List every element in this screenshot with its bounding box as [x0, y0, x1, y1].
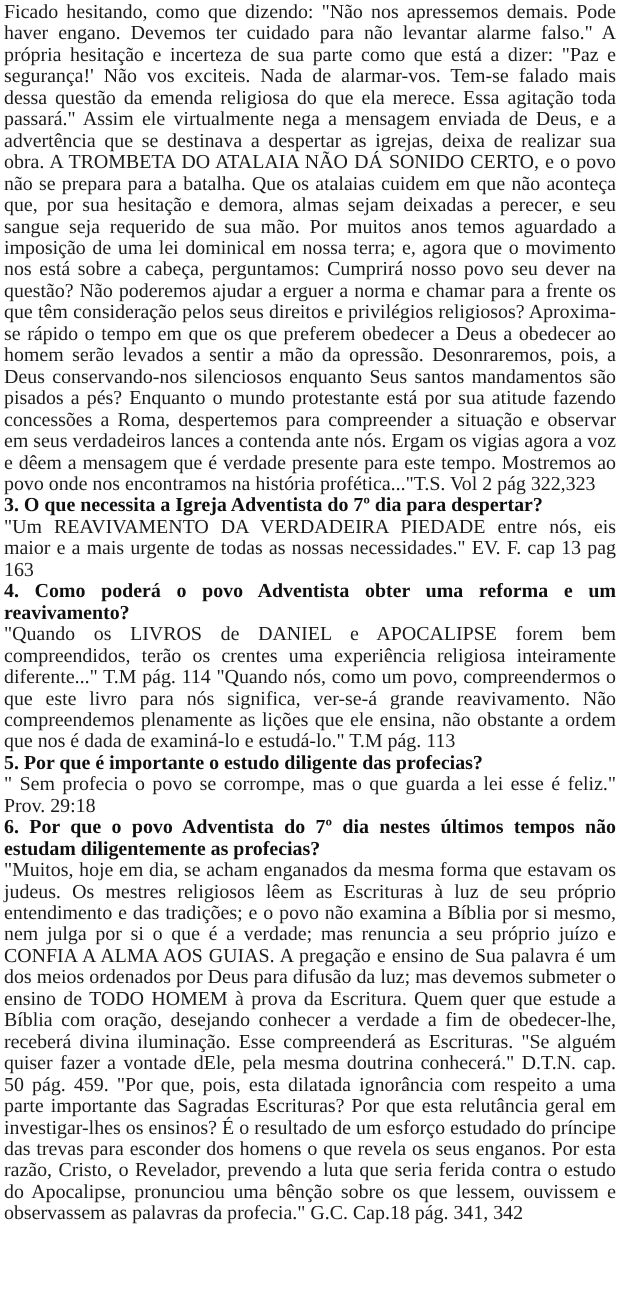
question-5: 5. Por que é importante o estudo diligente das profecias?: [4, 751, 483, 774]
question-3: 3. O que necessita a Igreja Adventista do 7º dia para despertar?: [4, 494, 543, 517]
answer-4: "Quando os LIVROS de DANIEL e APOCALIPSE forem bem compreendidos, terão os crentes uma experiência religiosa inteiramente diferente..." T.M pág. 114 "Quando nós, como um povo, compreendermos o que este livro para nós significa, ver-se-á grande reavivamento. Não compreendemos plenamente as lições que ele ensina, não obstante a ordem que nos é dada de examiná-lo e estudá-lo." T.M pág. 113: [4, 623, 616, 753]
question-4: 4. Como poderá o povo Adventista obter uma reforma e um reavivamento?: [4, 580, 616, 624]
answer-5: " Sem profecia o povo se corrompe, mas o que guarda a lei esse é feliz." Prov. 29:18: [4, 773, 616, 817]
intro-paragraph: Ficado hesitando, como que dizendo: "Não nos apressemos demais. Pode haver engano. Devemos ter cuidado para não levantar alarme falso." A própria hesitação e incerteza de sua parte como que está a dizer: "Paz e segurança!' Não vos exciteis. Nada de alarmar-vos. Tem-se falado mais dessa questão da emenda religiosa do que ela merece. Essa agitação toda passará." Assim ele virtualmente nega a mensagem enviada de Deus, e a advertência que se destinava a despertar as igrejas, deixa de realizar sua obra. A TROMBETA DO ATALAIA NÃO DÁ SONIDO CERTO, e o povo não se prepara para a batalha. Que os atalaias cuidem em que não aconteça que, por sua hesitação e demora, almas sejam deixadas a perecer, e seu sangue seja requerido de sua mão. Por muitos anos temos aguardado a imposição de uma lei dominical em nossa terra; e, agora que o movimento nos está sobre a cabeça, perguntamos: Cumprirá nosso povo seu dever na questão? Não poderemos ajudar a erguer a norma e chamar para a frente os que têm consideração pelos seus direitos e privilégios religiosos? Aproxima-se rápido o tempo em que os que preferem obedecer a Deus a obedecer ao homem serão levados a sentir a mão da opressão. Desonraremos, pois, a Deus conservando-nos silenciosos enquanto Seus santos mandamentos são pisados a pés? Enquanto o mundo protestante está por sua atitude fazendo concessões a Roma, despertemos para compreender a situação e observar em seus verdadeiros lances a contenda ante nós. Ergam os vigias agora a voz e dêem a mensagem que é verdade presente para este tempo. Mostremos ao povo onde nos encontramos na história profética..."T.S. Vol 2 pág 322,323: [4, 1, 616, 495]
answer-3: "Um REAVIVAMENTO DA VERDADEIRA PIEDADE entre nós, eis maior e a mais urgente de todas as nossas necessidades." EV. F. cap 13 pag 163: [4, 515, 616, 581]
question-6: 6. Por que o povo Adventista do 7º dia nestes últimos tempos não estudam diligentemente as profecias?: [4, 816, 616, 860]
answer-6: "Muitos, hoje em dia, se acham enganados da mesma forma que estavam os judeus. Os mestres religiosos lêem as Escrituras à luz de seu próprio entendimento e das tradições; e o povo não examina a Bíblia por si mesmo, nem julga por si o que é a verdade; mas renuncia a seu próprio juízo e CONFIA A ALMA AOS GUIAS. A pregação e ensino de Sua palavra é um dos meios ordenados por Deus para difusão da luz; mas devemos submeter o ensino de TODO HOMEM à prova da Escritura. Quem quer que estude a Bíblia com oração, desejando conhecer a verdade a fim de obedecer-lhe, receberá divina iluminação. Esse compreenderá as Escrituras. "Se alguém quiser fazer a vontade dEle, pela mesma doutrina conhecerá." D.T.N. cap. 50 pág. 459. "Por que, pois, esta dilatada ignorância com respeito a uma parte importante das Sagradas Escrituras? Por que esta relutância geral em investigar-lhes os ensinos? É o resultado de um esforço estudado do príncipe das trevas para esconder dos homens o que revela os seus enganos. Por esta razão, Cristo, o Revelador, prevendo a luta que seria ferida contra o estudo do Apocalipse, pronunciou uma bênção sobre os que lessem, ouvissem e observassem as palavras da profecia." G.C. Cap.18 pág. 341, 342: [4, 859, 616, 1225]
